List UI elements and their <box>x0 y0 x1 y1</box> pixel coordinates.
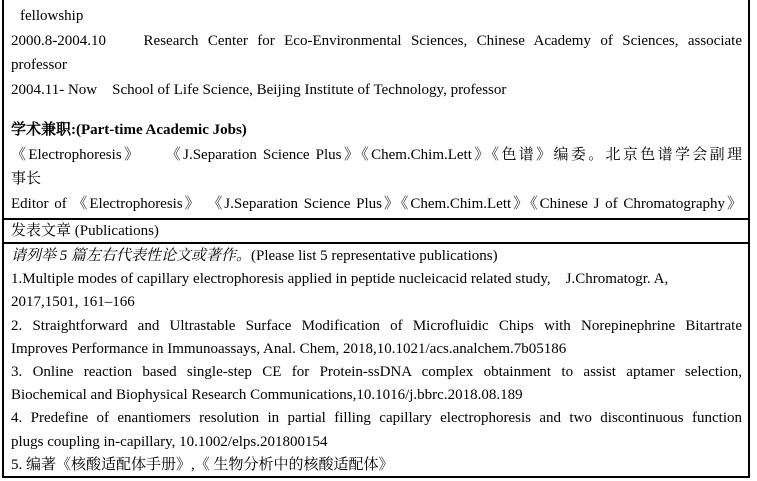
text-run: 事长 <box>11 171 42 187</box>
text-line <box>11 268 742 291</box>
text-run: 学术兼职:(Part-time Academic Jobs) <box>11 122 247 138</box>
text-run: 请列举 5 篇左右代表性论文或著作。 <box>11 248 252 264</box>
text-run: 5. 编著《核酸适配体手册》,《 生物分析中的核酸适配体》 <box>11 456 394 473</box>
text-line <box>11 192 742 217</box>
text-run: 2017,1501, 161–166 <box>11 294 135 311</box>
text-line <box>11 167 742 192</box>
text-line <box>11 315 742 338</box>
text-line <box>11 338 742 361</box>
text-line <box>11 4 742 29</box>
publications-section-header <box>4 218 748 244</box>
text-run: Improves Performance in Immunoassays, Anal. Chem, 2018,10.1021/acs.analchem.7b05186 <box>11 340 567 357</box>
text-run: professor <box>11 57 67 73</box>
text-run: 《Electrophoresis》 《J.Separation Science Plus》《Chem.Chim.Lett》《色谱》编委。北京色谱学会副理 <box>11 146 742 163</box>
text-line <box>11 143 742 168</box>
text-line <box>11 245 742 268</box>
text-line <box>11 454 742 476</box>
text-run: 2000.8-2004.10 Research Center for Eco-Environmental Sciences, Chinese Academy of Sciences, associate <box>11 32 742 49</box>
text-line <box>11 361 742 384</box>
text-run: Editor of 《Electrophoresis》 《J.Separation Science Plus》《Chem.Chim.Lett》《Chinese J of Chromatography》 <box>11 195 742 212</box>
text-line <box>11 78 742 103</box>
text-line <box>11 29 742 54</box>
text-line <box>11 102 742 118</box>
publications-header-label: 发表文章 (Publications) <box>11 223 159 239</box>
text-run: 1.Multiple modes of capillary electrophoresis applied in peptide nucleicacid related study, J.Chromatogr. A, <box>11 271 669 288</box>
text-run: fellowship <box>20 8 84 24</box>
text-line <box>11 384 742 407</box>
text-run: Biochemical and Biophysical Research Communications,10.1016/j.bbrc.2018.08.189 <box>11 387 523 404</box>
text-line <box>11 291 742 314</box>
text-run: plugs coupling in-capillary, 10.1002/elps.201800154 <box>11 433 328 450</box>
text-line <box>11 407 742 430</box>
text-line <box>11 431 742 454</box>
career-and-academic-jobs-cell <box>4 0 748 218</box>
text-run: 2. Straightforward and Ultrastable Surface Modification of Microfluidic Chips with Norepinephrine Bitartrate <box>11 317 742 334</box>
text-run: 2004.11- Now School of Life Science, Beijing Institute of Technology, professor <box>11 81 507 98</box>
publications-list-cell <box>4 244 748 476</box>
text-run: 4. Predefine of enantiomers resolution in partial filling capillary electrophoresis and two discontinuous function <box>11 410 742 427</box>
text-run: (Please list 5 representative publications) <box>251 248 498 264</box>
text-line <box>11 53 742 78</box>
text-run: 3. Online reaction based single-step CE for Protein-ssDNA complex obtainment to assist aptamer selection, <box>11 364 742 381</box>
text-line <box>11 118 742 143</box>
cv-table <box>2 0 750 478</box>
